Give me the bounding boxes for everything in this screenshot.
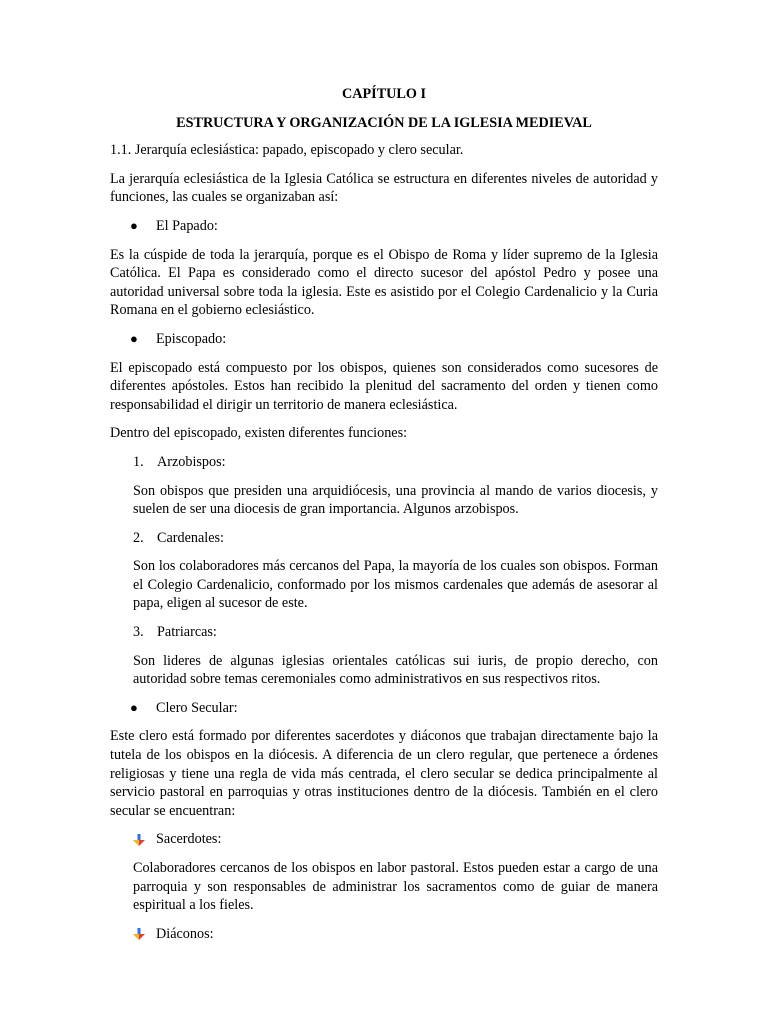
sacerdotes-paragraph: Colaboradores cercanos de los obispos en labor pastoral. Estos pueden estar a cargo de una parroquia y son responsables de administrar los sacramentos como de guiar de manera espiritual a los fieles. — [133, 860, 658, 914]
list-item-diaconos — [110, 925, 658, 944]
list-number: 3. — [133, 624, 144, 641]
arzobispos-paragraph: Son obispos que presiden una arquidiócesis, una provincia al mando de varios diocesis, y suelen de ser una diocesis de gran importancia. Algunos arzobispos. — [133, 482, 658, 518]
bullet-icon: ● — [130, 699, 138, 715]
cardenales-label: Cardenales: — [157, 529, 224, 546]
list-item-patriarcas — [133, 623, 658, 642]
clero-secular-paragraph: Este clero está formado por diferentes sacerdotes y diáconos que trabajan directamente bajo la tutela de los obispos en la diócesis. A diferencia de un clero regular, que pertenece a órdenes religiosas y tiene una regla de vida más centrada, el clero secular se dedica principalmente al servicio pastoral en parroquias y otras instituciones dentro de la diócesis. También en el clero secular se encuentran: — [110, 728, 658, 819]
bullet-icon: ● — [130, 330, 138, 346]
list-item-arzobispos — [133, 453, 658, 472]
down-arrow-icon — [132, 927, 156, 941]
intro-paragraph: La jerarquía eclesiástica de la Iglesia Católica se estructura en diferentes niveles de autoridad y funciones, las cuales se organizaban así: — [110, 170, 658, 206]
document-page — [110, 85, 658, 953]
chapter-heading: CAPÍTULO I — [342, 86, 426, 102]
sacerdotes-label: Sacerdotes: — [156, 831, 222, 848]
list-item-clero-secular — [110, 699, 658, 718]
bullet-icon: ● — [130, 217, 138, 233]
arzobispos-label: Arzobispos: — [157, 453, 226, 470]
cardenales-paragraph: Son los colaboradores más cercanos del Papa, la mayoría de los cuales son obispos. Forman el Colegio Cardenalicio, conformado por los mismos cardenales que además de asesorar al papa, eligen al sucesor de este. — [133, 558, 658, 612]
list-number: 2. — [133, 529, 144, 546]
episcopado-label: Episcopado: — [156, 330, 227, 347]
patriarcas-label: Patriarcas: — [157, 624, 217, 641]
list-number: 1. — [133, 453, 144, 470]
down-arrow-icon — [132, 833, 156, 847]
list-item-papado — [110, 217, 658, 236]
diaconos-label: Diáconos: — [156, 925, 214, 942]
list-item-sacerdotes — [110, 830, 658, 849]
episcopado-paragraph: El episcopado está compuesto por los obispos, quienes son considerados como sucesores de diferentes apóstoles. Estos han recibido la plenitud del sacramento del orden y tienen como responsabilidad el dirigir un territorio de manera eclesiástica. — [110, 359, 658, 413]
document-title: ESTRUCTURA Y ORGANIZACIÓN DE LA IGLESIA MEDIEVAL — [176, 114, 592, 131]
papado-paragraph: Es la cúspide de toda la jerarquía, porque es el Obispo de Roma y líder supremo de la Iglesia Católica. El Papa es considerado como el directo sucesor del apóstol Pedro y posee una autoridad universal sobre toda la iglesia. Este es asistido por el Colegio Cardenalicio y la Curia Romana en el gobierno eclesiástico. — [110, 246, 658, 319]
papado-label: El Papado: — [156, 217, 218, 234]
functions-intro: Dentro del episcopado, existen diferentes funciones: — [110, 425, 408, 442]
clero-secular-label: Clero Secular: — [156, 699, 238, 716]
list-item-episcopado — [110, 330, 658, 349]
patriarcas-paragraph: Son lideres de algunas iglesias orientales católicas sui iuris, de propio derecho, con autoridad sobre temas ceremoniales como administrativos en sus respectivos ritos. — [133, 652, 658, 688]
list-item-cardenales — [133, 529, 658, 548]
section-heading: 1.1. Jerarquía eclesiástica: papado, episcopado y clero secular. — [110, 142, 464, 159]
